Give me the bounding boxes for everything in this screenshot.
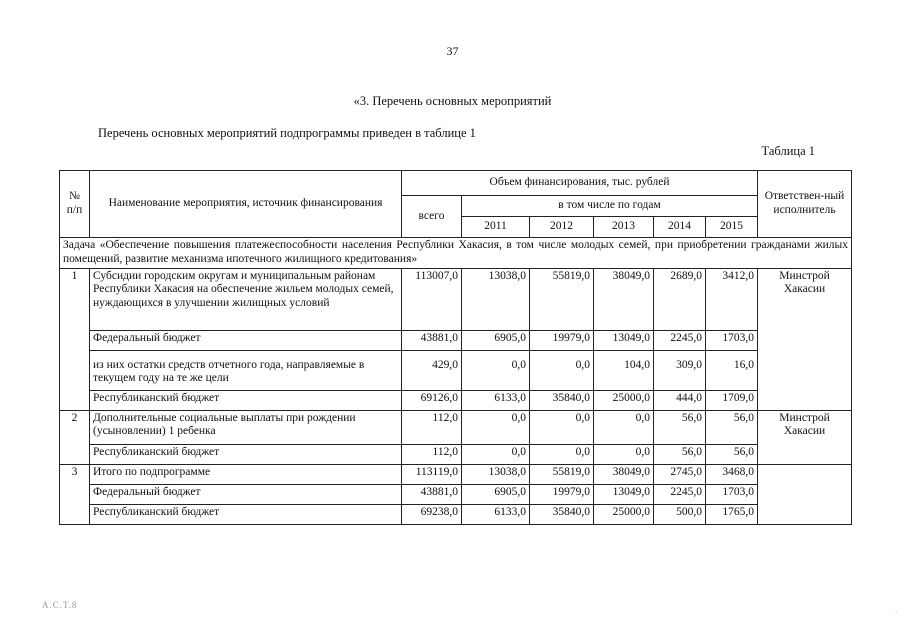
- value-2015: 1709,0: [706, 390, 758, 410]
- value-2013: 38049,0: [594, 464, 654, 484]
- value-total: 113119,0: [402, 464, 462, 484]
- header-total: всего: [402, 196, 462, 238]
- header-year: 2013: [594, 217, 654, 238]
- value-2013: 0,0: [594, 410, 654, 444]
- value-2014: 309,0: [654, 350, 706, 390]
- value-2013: 13049,0: [594, 484, 654, 504]
- section-title: «3. Перечень основных мероприятий: [353, 94, 552, 108]
- value-total: 69126,0: [402, 390, 462, 410]
- table-row: [60, 330, 852, 350]
- row-number: 3: [60, 464, 90, 524]
- value-2014: 2745,0: [654, 464, 706, 484]
- value-2013: 38049,0: [594, 268, 654, 330]
- header-by-years: в том числе по годам: [462, 196, 758, 217]
- intro-text: Перечень основных мероприятий подпрограммы приведен в таблице 1: [98, 126, 476, 140]
- value-2014: 2245,0: [654, 330, 706, 350]
- row-name: Республиканский бюджет: [90, 504, 402, 524]
- header-name: Наименование мероприятия, источник финансирования: [90, 171, 402, 238]
- header-funding: Объем финансирования, тыс. рублей: [402, 171, 758, 196]
- value-2014: 56,0: [654, 444, 706, 464]
- table-row: [60, 444, 852, 464]
- row-name: Субсидии городским округам и муниципальным районам Республики Хакасия на обеспечение жильем молодых семей, нуждающихся в улучшении жилищных условий: [90, 268, 402, 330]
- value-2014: 2689,0: [654, 268, 706, 330]
- table-row: [60, 484, 852, 504]
- value-2014: 500,0: [654, 504, 706, 524]
- header-responsible: Ответствен-ный исполнитель: [758, 171, 852, 238]
- value-2012: 19979,0: [530, 330, 594, 350]
- value-2013: 25000,0: [594, 504, 654, 524]
- value-2015: 56,0: [706, 444, 758, 464]
- header-year: 2014: [654, 217, 706, 238]
- value-2011: 6905,0: [462, 484, 530, 504]
- value-total: 112,0: [402, 444, 462, 464]
- value-2015: 1703,0: [706, 484, 758, 504]
- responsible: Минстрой Хакасии: [758, 268, 852, 410]
- row-name: Итого по подпрограмме: [90, 464, 402, 484]
- responsible: [758, 464, 852, 524]
- value-total: 112,0: [402, 410, 462, 444]
- value-2013: 25000,0: [594, 390, 654, 410]
- row-name: Дополнительные социальные выплаты при рождении (усыновлении) 1 ребенка: [90, 410, 402, 444]
- table-row: [60, 268, 852, 330]
- header-year: 2015: [706, 217, 758, 238]
- value-2013: 0,0: [594, 444, 654, 464]
- header-number: № п/п: [60, 171, 90, 238]
- header-year: 2011: [462, 217, 530, 238]
- value-2011: 0,0: [462, 410, 530, 444]
- edge-mark: .: [895, 604, 898, 614]
- value-2012: 0,0: [530, 410, 594, 444]
- header-year: 2012: [530, 217, 594, 238]
- value-2011: 6133,0: [462, 504, 530, 524]
- table-row: [60, 504, 852, 524]
- value-2012: 0,0: [530, 350, 594, 390]
- table-row: [60, 390, 852, 410]
- table-caption: Таблица 1: [761, 144, 815, 158]
- table-row: [60, 464, 852, 484]
- row-name: Республиканский бюджет: [90, 444, 402, 464]
- value-2011: 13038,0: [462, 268, 530, 330]
- value-2012: 55819,0: [530, 268, 594, 330]
- value-2014: 444,0: [654, 390, 706, 410]
- value-2011: 13038,0: [462, 464, 530, 484]
- value-2011: 0,0: [462, 350, 530, 390]
- value-2011: 0,0: [462, 444, 530, 464]
- value-2015: 56,0: [706, 410, 758, 444]
- value-2015: 3468,0: [706, 464, 758, 484]
- value-2011: 6133,0: [462, 390, 530, 410]
- task-row: Задача «Обеспечение повышения платежеспособности населения Республики Хакасия, в том числе молодых семей, при приобретении гражданами жилых помещений, развитие механизма ипотечного жилищного кредитования»: [60, 238, 852, 269]
- value-2012: 19979,0: [530, 484, 594, 504]
- value-total: 69238,0: [402, 504, 462, 524]
- measures-table: [59, 170, 852, 525]
- table-row: [60, 410, 852, 444]
- row-name: Федеральный бюджет: [90, 330, 402, 350]
- value-total: 113007,0: [402, 268, 462, 330]
- table-row: [60, 350, 852, 390]
- value-total: 43881,0: [402, 330, 462, 350]
- value-2015: 1703,0: [706, 330, 758, 350]
- value-2012: 35840,0: [530, 504, 594, 524]
- value-2012: 55819,0: [530, 464, 594, 484]
- value-2013: 104,0: [594, 350, 654, 390]
- value-2013: 13049,0: [594, 330, 654, 350]
- value-2012: 0,0: [530, 444, 594, 464]
- value-total: 429,0: [402, 350, 462, 390]
- value-2015: 3412,0: [706, 268, 758, 330]
- page-number: 37: [446, 44, 459, 58]
- value-2014: 2245,0: [654, 484, 706, 504]
- value-2014: 56,0: [654, 410, 706, 444]
- value-2015: 1765,0: [706, 504, 758, 524]
- row-number: 1: [60, 268, 90, 410]
- value-2011: 6905,0: [462, 330, 530, 350]
- value-total: 43881,0: [402, 484, 462, 504]
- value-2012: 35840,0: [530, 390, 594, 410]
- scan-mark: А.С.Т.8: [42, 600, 78, 610]
- responsible: Минстрой Хакасии: [758, 410, 852, 464]
- row-name: Республиканский бюджет: [90, 390, 402, 410]
- row-name: Федеральный бюджет: [90, 484, 402, 504]
- row-number: 2: [60, 410, 90, 464]
- row-name: из них остатки средств отчетного года, направляемые в текущем году на те же цели: [90, 350, 402, 390]
- value-2015: 16,0: [706, 350, 758, 390]
